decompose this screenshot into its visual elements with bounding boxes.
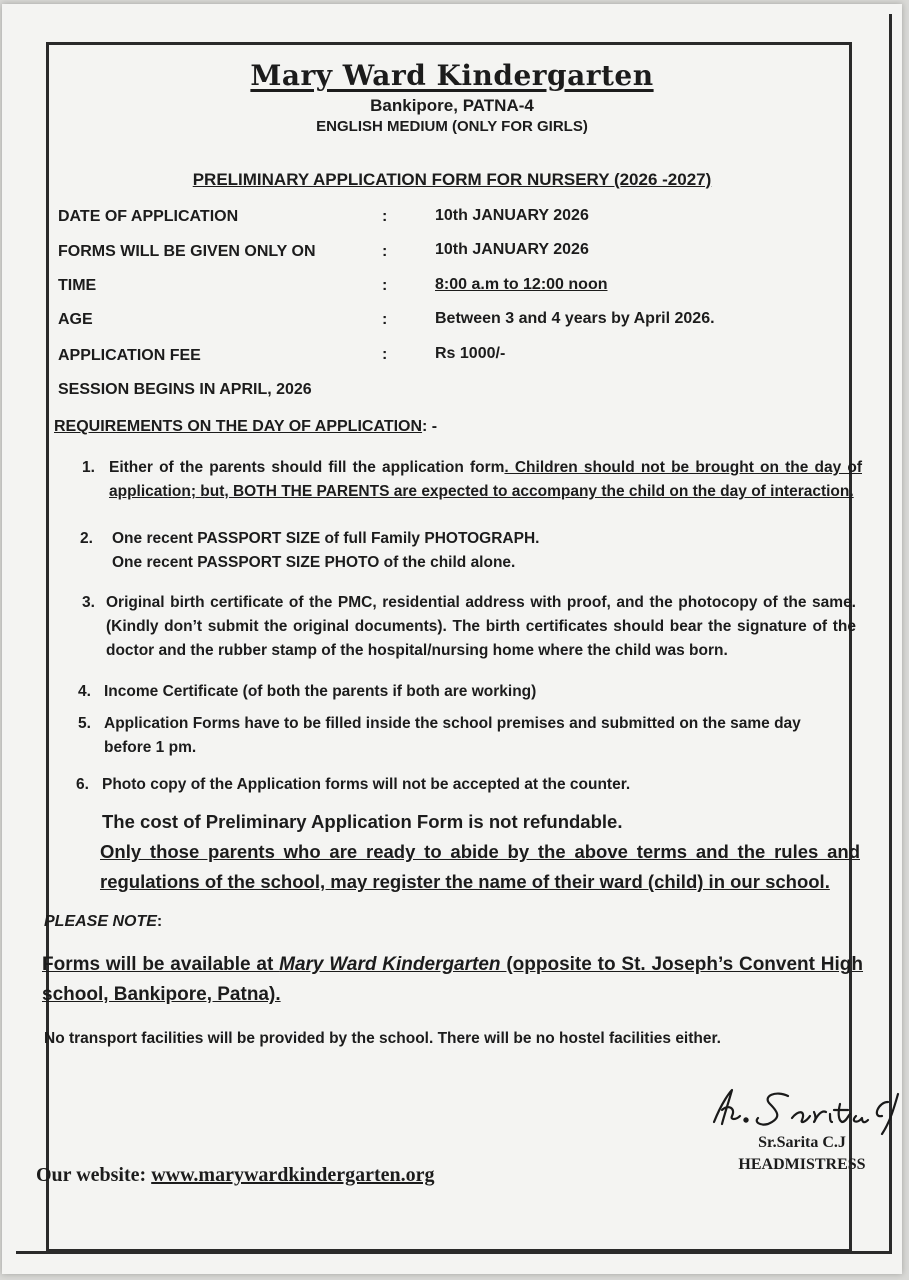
list-item-text: One recent PASSPORT SIZE PHOTO of the child alone.: [112, 554, 516, 571]
list-item-text: Photo copy of the Application forms will not be accepted at the counter.: [102, 776, 631, 793]
list-item-text: Either of the parents should fill the application form. Children should not be brought on the day of application; but, BOTH THE PARENTS are expected to accompany the child on the day of interaction.: [109, 459, 862, 500]
detail-colon: :: [382, 243, 388, 260]
please-note-label: PLEASE NOTE:: [44, 913, 163, 930]
list-item-text: Original birth certificate of the PMC, residential address with proof, and the photocopy of the same. (Kindly don’t submit the original documents). The birth certificates should bear the signature of the doctor and the rubber stamp of the hospital/nursing home where the child was born.: [106, 594, 856, 659]
school-medium: ENGLISH MEDIUM (ONLY FOR GIRLS): [316, 118, 588, 135]
signatory-title: HEADMISTRESS: [738, 1156, 866, 1173]
website-line: [36, 1164, 435, 1187]
detail-colon: :: [382, 346, 388, 363]
detail-value: Rs 1000/-: [435, 345, 506, 362]
detail-value: Between 3 and 4 years by April 2026.: [435, 310, 715, 327]
cost-notice: The cost of Preliminary Application Form is not refundable.: [102, 811, 623, 832]
list-item-text: Income Certificate (of both the parents if both are working): [104, 683, 537, 700]
session-start: SESSION BEGINS IN APRIL, 2026: [58, 381, 312, 398]
forms-availability: Forms will be available at Mary Ward Kindergarten (opposite to St. Joseph’s Convent High school, Bankipore, Patna).: [42, 954, 864, 1005]
detail-label: DATE OF APPLICATION: [58, 208, 239, 225]
list-item: 4. Income Certificate (of both the parents if both are working): [82, 680, 862, 704]
detail-colon: :: [382, 277, 388, 294]
requirements-heading: REQUIREMENTS ON THE DAY OF APPLICATION: -: [54, 418, 438, 435]
detail-value: 8:00 a.m to 12:00 noon: [435, 276, 608, 293]
detail-label: FORMS WILL BE GIVEN ONLY ON: [58, 243, 316, 260]
detail-value: 10th JANUARY 2026: [435, 241, 589, 258]
detail-label: APPLICATION FEE: [58, 347, 201, 364]
list-item-text: before 1 pm.: [104, 739, 197, 756]
signature-image: [702, 1082, 902, 1137]
detail-colon: :: [382, 208, 388, 225]
list-item: 5. Application Forms have to be filled inside the school premises and submitted on the same day before 1 pm.: [82, 712, 862, 762]
school-name: Mary Ward Kindergarten: [250, 59, 654, 92]
detail-label: AGE: [58, 311, 93, 328]
document-sheet: [2, 4, 902, 1274]
list-item: 6. Photo copy of the Application forms will not be accepted at the counter.: [82, 773, 862, 797]
detail-value: 10th JANUARY 2026: [435, 207, 589, 224]
list-item-text: Application Forms have to be filled inside the school premises and submitted on the same day: [104, 715, 801, 732]
school-address: Bankipore, PATNA-4: [370, 96, 534, 115]
form-title: PRELIMINARY APPLICATION FORM FOR NURSERY (2026 -2027): [192, 170, 712, 189]
website-label: Our website:: [36, 1164, 147, 1186]
list-item: 3. Original birth certificate of the PMC, residential address with proof, and the photocopy of the same. (Kindly don’t submit the original documents). The birth certificates should bear the signature of the doctor and the rubber stamp of the hospital/nursing home where the child was born.: [82, 591, 862, 665]
detail-colon: :: [382, 311, 388, 328]
list-item: 2. One recent PASSPORT SIZE of full Family PHOTOGRAPH. One recent PASSPORT SIZE PHOTO of the child alone.: [82, 527, 862, 577]
transport-notice: No transport facilities will be provided by the school. There will be no hostel facilities either.: [44, 1030, 721, 1047]
list-item: 1. Either of the parents should fill the application form. Children should not be brought on the day of application; but, BOTH THE PARENTS are expected to accompany the child on the day of interaction.: [82, 456, 862, 506]
website-link[interactable]: www.marywardkindergarten.org: [151, 1164, 435, 1186]
signatory-name: Sr.Sarita C.J: [758, 1134, 846, 1151]
terms-notice: Only those parents who are ready to abide by the above terms and the rules and regulations of the school, may register the name of their ward (child) in our school.: [100, 841, 860, 892]
detail-label: TIME: [58, 277, 97, 294]
list-item-text: One recent PASSPORT SIZE of full Family PHOTOGRAPH.: [112, 530, 540, 547]
